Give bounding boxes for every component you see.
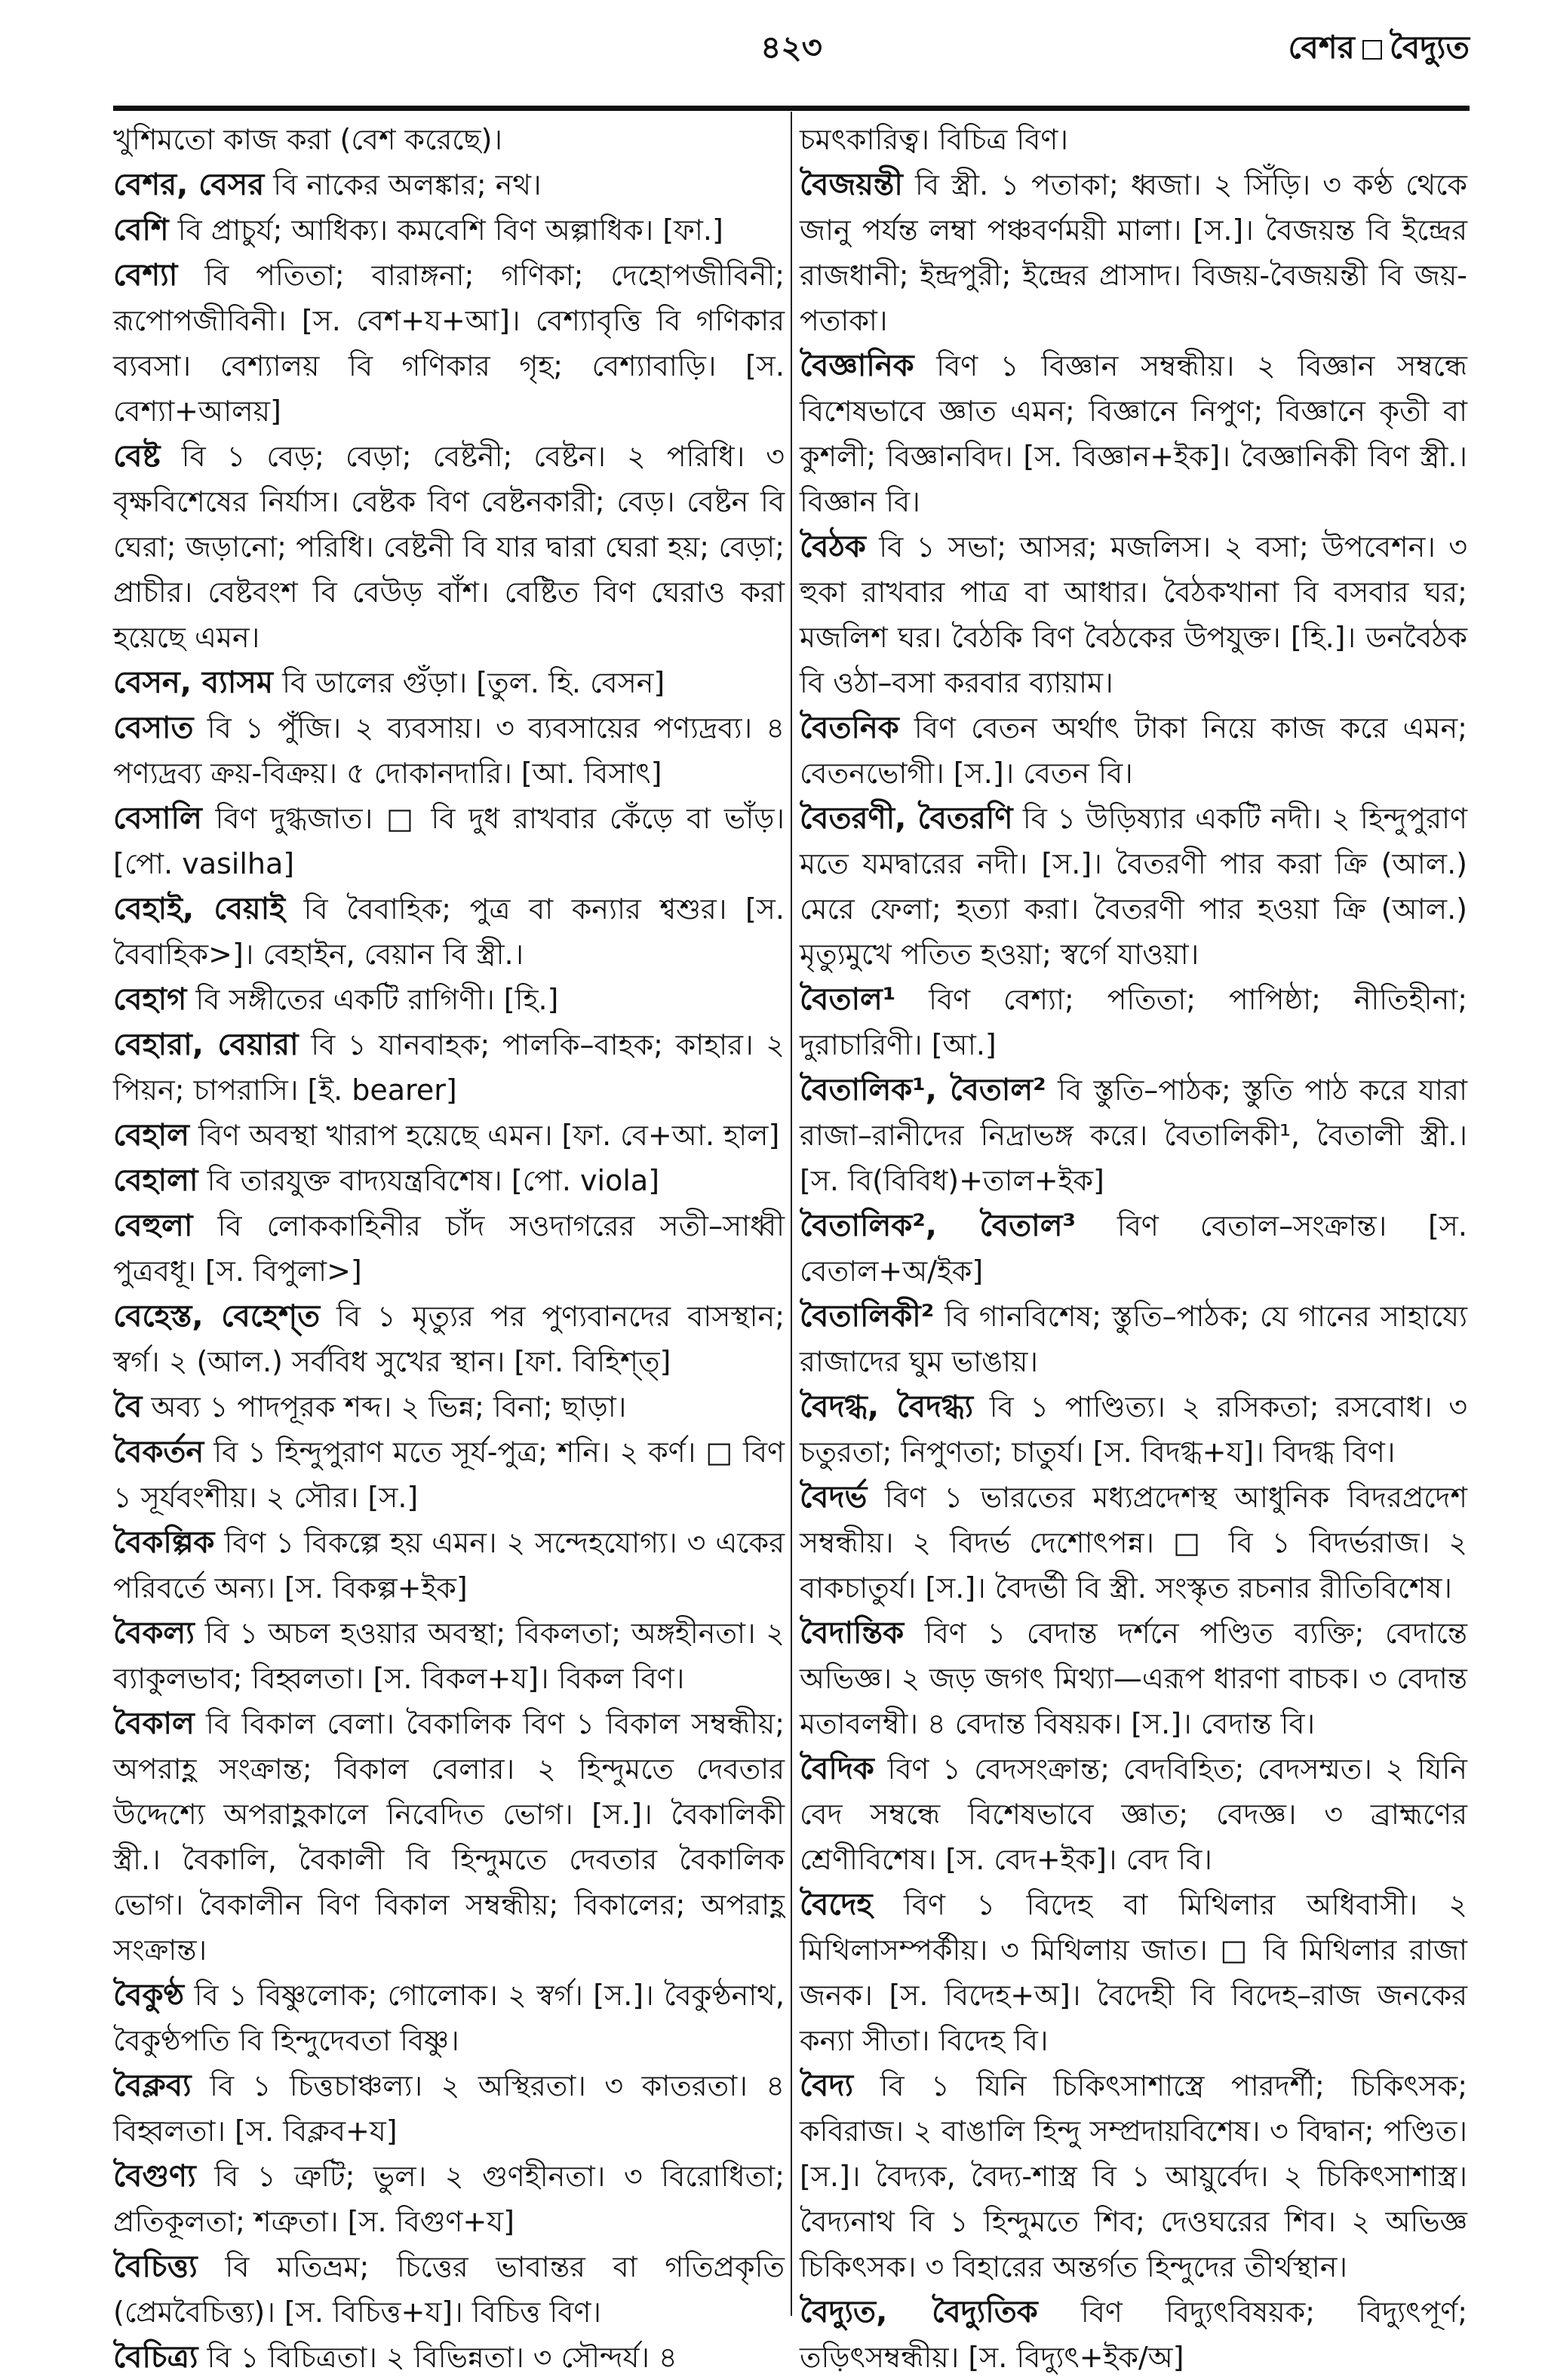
dictionary-entry bbox=[113, 1520, 785, 1611]
entry-headword: বেসাত bbox=[113, 711, 194, 745]
dictionary-entry bbox=[800, 1294, 1467, 1384]
entry-headword: বেশ্যা bbox=[113, 258, 178, 293]
running-head bbox=[1289, 23, 1470, 76]
dictionary-entry bbox=[113, 1430, 785, 1520]
entry-headword: বৈজয়ন্তী bbox=[800, 167, 903, 202]
dictionary-entry bbox=[113, 1384, 785, 1430]
dictionary-entry bbox=[800, 1611, 1467, 1746]
entry-definition: বিণ ১ বিকল্পে হয় এমন। ২ সন্দেহযোগ্য। ৩ একের পরিবর্তে অন্য। [স. বিকল্প+ইক] bbox=[113, 1526, 785, 1605]
entry-headword: বৈচিত্র্য bbox=[113, 2340, 198, 2375]
entry-headword: বেহালা bbox=[113, 1163, 198, 1198]
entry-headword: বেসন, ব্যাসম bbox=[113, 665, 274, 700]
entry-definition: বিণ ১ বিদেহ বা মিথিলার অধিবাসী। ২ মিথিলাসম্পর্কীয়। ৩ মিথিলায় জাত। □ বি মিথিলার রাজা জনক। [স. বিদেহ+অ]। বৈদেহী বি বিদেহ–রাজ জনকের কন্যা সীতা। বিদেহ বি। bbox=[800, 1888, 1467, 2057]
right-column bbox=[800, 117, 1467, 2374]
entry-headword: বৈকাল bbox=[113, 1706, 195, 1741]
entry-definition: বি পতিতা; বারাঙ্গনা; গণিকা; দেহোপজীবিনী; রূপোপজীবিনী। [স. বেশ+য+আ]। বেশ্যাবৃত্তি বি গণিকার ব্যবসা। বেশ্যালয় বি গণিকার গৃহ; বেশ্যাবাড়ি। [স. বেশ্যা+আলয়] bbox=[113, 259, 785, 428]
column-divider bbox=[791, 112, 792, 2316]
entry-headword: বৈতাল¹ bbox=[800, 982, 896, 1017]
entry-definition: বিণ অবস্থা খারাপ হয়েছে এমন। [ফা. বে+আ. হাল] bbox=[189, 1119, 780, 1152]
entry-headword: বৈকল্য bbox=[113, 1616, 195, 1651]
dictionary-entry bbox=[113, 434, 785, 660]
dictionary-entry bbox=[800, 524, 1467, 705]
dictionary-entry bbox=[113, 1701, 785, 1973]
entry-definition: বি ১ অচল হওয়ার অবস্থা; বিকলতা; অঙ্গহীনতা। ২ ব্যাকুলভাব; বিহ্বলতা। [স. বিকল+য]। বিকল বিণ। bbox=[113, 1617, 785, 1695]
entry-definition: বিণ ১ বেদসংক্রান্ত; বেদবিহিত; বেদসম্মত। ২ যিনি বেদ সম্বন্ধে বিশেষভাবে জ্ঞাত; বেদজ্ঞ। ৩ ব্রাহ্মণের শ্রেণীবিশেষ। [স. বেদ+ইক]। বেদ বি। bbox=[800, 1752, 1467, 1876]
dictionary-entry bbox=[800, 1203, 1467, 1294]
entry-definition: বিণ বেশ্যা; পতিতা; পাপিষ্ঠা; নীতিহীনা; দুরাচারিণী। [আ.] bbox=[800, 983, 1467, 1061]
dictionary-entry bbox=[113, 162, 785, 207]
entry-definition: অব্য ১ পাদপূরক শব্দ। ২ ভিন্ন; বিনা; ছাড়া। bbox=[142, 1390, 627, 1423]
dictionary-entry bbox=[113, 1973, 785, 2063]
entry-headword: বৈদ্যুত, বৈদ্যুতিক bbox=[800, 2295, 1038, 2329]
entry-definition: বি ১ পাণ্ডিত্য। ২ রসিকতা; রসবোধ। ৩ চতুরতা; নিপুণতা; চাতুর্য। [স. বিদগ্ধ+য]। বিদগ্ধ বিণ। bbox=[800, 1390, 1467, 1469]
entry-definition: বি প্রাচুর্য; আধিক্য। কমবেশি বিণ অল্পাধিক। [ফা.] bbox=[168, 213, 723, 247]
entry-definition: বি ১ মৃত্যুর পর পুণ্যবানদের বাসস্থান; স্বর্গ। ২ (আল.) সর্ববিধ সুখের স্থান। [ফা. বিহিশ্‌ত্] bbox=[113, 1300, 785, 1378]
entry-definition: বি ১ ত্রুটি; ভুল। ২ গুণহীনতা। ৩ বিরোধিতা; প্রতিকূলতা; শত্রুতা। [স. বিগুণ+য] bbox=[113, 2160, 785, 2238]
entry-headword: বৈক্লব্য bbox=[113, 2068, 192, 2103]
entry-definition: বি স্তুতি–পাঠক; স্তুতি পাঠ করে যারা রাজা–রানীদের নিদ্রাভঙ্গ করে। বৈতালিকী¹, বৈতালী স্ত্রী.। [স. বি(বিবিধ)+তাল+ইক] bbox=[800, 1073, 1467, 1197]
dictionary-entry bbox=[800, 117, 1467, 162]
entry-definition: চমৎকারিত্ব। বিচিত্র বিণ। bbox=[800, 123, 1068, 156]
entry-headword: বৈতনিক bbox=[800, 711, 899, 745]
entry-definition: বিণ ১ বেদান্ত দর্শনে পণ্ডিত ব্যক্তি; বেদান্তে অভিজ্ঞ। ২ জড় জগৎ মিথ্যা—এরূপ ধারণা বাচক। ৩ বেদান্ত মতাবলম্বী। ৪ বেদান্ত বিষয়ক। [স.]। বেদান্ত বি। bbox=[800, 1617, 1467, 1740]
entry-definition: বি ১ চিত্তচাঞ্চল্য। ২ অস্থিরতা। ৩ কাতরতা। ৪ বিহ্বলতা। [স. বিক্লব+য] bbox=[113, 2069, 785, 2148]
entry-headword: বৈদগ্ধ, বৈদগ্ধ্য bbox=[800, 1390, 974, 1424]
entry-headword: বৈগুণ্য bbox=[113, 2159, 196, 2194]
entry-headword: বৈতরণী, বৈতরণি bbox=[800, 801, 1013, 836]
page-number: ৪২৩ bbox=[760, 29, 822, 66]
dictionary-entry bbox=[113, 1611, 785, 1701]
dictionary-entry bbox=[113, 705, 785, 796]
entry-definition: বি তারযুক্ত বাদ্যযন্ত্রবিশেষ। [পো. viola] bbox=[198, 1164, 660, 1197]
running-head-first-word: বেশর bbox=[1288, 29, 1355, 66]
entry-definition: বি ডালের গুঁড়া। [তুল. হি. বেসন] bbox=[273, 666, 665, 699]
dictionary-entry bbox=[113, 886, 785, 977]
entry-headword: বৈদান্তিক bbox=[800, 1616, 905, 1651]
entry-headword: বৈতালিক¹, বৈতাল² bbox=[800, 1073, 1046, 1107]
dictionary-entry bbox=[113, 2063, 785, 2154]
dictionary-entry bbox=[113, 207, 785, 253]
entry-headword: বেহাগ bbox=[113, 982, 187, 1017]
entry-headword: বৈজ্ঞানিক bbox=[800, 349, 914, 383]
entry-headword: বেহেস্ত, বেহেশ্‌ত bbox=[113, 1299, 321, 1334]
entry-headword: বৈঠক bbox=[800, 530, 866, 564]
entry-headword: বেহুলা bbox=[113, 1208, 193, 1243]
entry-definition: বি ১ পুঁজি। ২ ব্যবসায়। ৩ ব্যবসায়ের পণ্যদ্রব্য। ৪ পণ্যদ্রব্য ক্রয়-বিক্রয়। ৫ দোকানদারি। [আ. বিসাৎ] bbox=[113, 711, 785, 790]
entry-headword: বেসালি bbox=[113, 801, 202, 836]
dictionary-entry bbox=[113, 117, 785, 162]
dictionary-entry bbox=[113, 1294, 785, 1384]
entry-headword: বৈ bbox=[113, 1390, 143, 1424]
entry-headword: বৈকর্তন bbox=[113, 1435, 204, 1469]
entry-definition: বি নাকের অলঙ্কার; নথ। bbox=[264, 168, 542, 201]
entry-definition: বি মতিভ্রম; চিত্তের ভাবান্তর বা গতিপ্রকৃতি (প্রেমবৈচিত্ত্য)। [স. বিচিত্ত+য]। বিচিত্ত বিণ। bbox=[113, 2250, 785, 2329]
entry-headword: বৈতালিকী² bbox=[800, 1299, 935, 1334]
dictionary-entry bbox=[113, 2244, 785, 2335]
entry-definition: বি গানবিশেষ; স্তুতি–পাঠক; যে গানের সাহায্যে রাজাদের ঘুম ভাঙায়। bbox=[800, 1300, 1467, 1378]
dictionary-entry bbox=[113, 1022, 785, 1113]
dictionary-entry bbox=[113, 1203, 785, 1294]
dictionary-entry bbox=[113, 253, 785, 434]
entry-headword: বেহাই, বেয়াই bbox=[113, 892, 285, 926]
dictionary-entry bbox=[113, 2154, 785, 2244]
entry-definition: বি ১ যিনি চিকিৎসাশাস্ত্রে পারদর্শী; চিকিৎসক; কবিরাজ। ২ বাঙালি হিন্দু সম্প্রদায়বিশেষ। ৩ বিদ্বান; পণ্ডিত। [স.]। বৈদ্যক, বৈদ্য-শাস্ত্র বি ১ আয়ুর্বেদ। ২ চিকিৎসাশাস্ত্র। বৈদ্যনাথ বি ১ হিন্দুমতে শিব; দেওঘরের শিব। ২ অভিজ্ঞ চিকিৎসক। ৩ বিহারের অন্তর্গত হিন্দুদের তীর্থস্থান। bbox=[800, 2069, 1467, 2283]
separator-box-icon bbox=[1362, 40, 1382, 60]
left-column bbox=[113, 117, 785, 2375]
entry-definition: খুশিমতো কাজ করা (বেশ করেছে)। bbox=[113, 123, 502, 156]
entry-headword: বেহারা, বেয়ারা bbox=[113, 1027, 299, 1062]
entry-definition: বিণ ১ ভারতের মধ্যপ্রদেশস্থ আধুনিক বিদরপ্রদেশ সম্বন্ধীয়। ২ বিদর্ভ দেশোৎপন্ন। □ বি ১ বিদর্ভরাজ। ২ বাকচাতুর্য। [স.]। বৈদর্ভী বি স্ত্রী. সংস্কৃত রচনার রীতিবিশেষ। bbox=[800, 1481, 1467, 1605]
entry-definition: বি ১ বিষ্ণুলোক; গোলোক। ২ স্বর্গ। [স.]। বৈকুণ্ঠনাথ, বৈকুণ্ঠপতি বি হিন্দুদেবতা বিষ্ণু। bbox=[113, 1979, 785, 2057]
running-head-last-word: বৈদ্যুত bbox=[1389, 29, 1470, 66]
dictionary-entry bbox=[800, 2063, 1467, 2289]
dictionary-entry bbox=[800, 1067, 1467, 1203]
dictionary-entry bbox=[800, 705, 1467, 796]
entry-definition: বি ১ সভা; আসর; মজলিস। ২ বসা; উপবেশন। ৩ হুকা রাখবার পাত্র বা আধার। বৈঠকখানা বি বসবার ঘর; মজলিশ ঘর। বৈঠকি বিণ বৈঠকের উপযুক্ত। [হি.]। ডনবৈঠক বি ওঠা–বসা করবার ব্যায়াম। bbox=[800, 530, 1467, 699]
header-rule bbox=[113, 106, 1470, 111]
entry-headword: বৈকল্পিক bbox=[113, 1525, 215, 1560]
entry-definition: বি ১ হিন্দুপুরাণ মতে সূর্য-পুত্র; শনি। ২ কর্ণ। □ বিণ ১ সূর্যবংশীয়। ২ সৌর। [স.] bbox=[113, 1436, 785, 1514]
dictionary-entry bbox=[800, 977, 1467, 1067]
dictionary-entry bbox=[800, 1882, 1467, 2063]
dictionary-entry bbox=[800, 796, 1467, 977]
entry-definition: বিণ বিদ্যুৎবিষয়ক; বিদ্যুৎপূর্ণ; তড়িৎসম্বন্ধীয়। [স. বিদ্যুৎ+ইক/অ] bbox=[800, 2296, 1467, 2374]
entry-definition: বিণ দুগ্ধজাত। □ বি দুধ রাখবার কেঁড়ে বা ভাঁড়। [পো. vasilha] bbox=[113, 802, 785, 880]
dictionary-entry bbox=[113, 2335, 785, 2380]
dictionary-entry bbox=[800, 1475, 1467, 1611]
dictionary-entry bbox=[800, 343, 1467, 524]
entry-definition: বিণ বেতাল–সংক্রান্ত। [স. বেতাল+অ/ইক] bbox=[800, 1209, 1467, 1288]
entry-headword: বেহাল bbox=[113, 1118, 189, 1153]
page-header bbox=[113, 23, 1470, 66]
entry-headword: বেশর, বেসর bbox=[113, 167, 265, 202]
entry-definition: বি সঙ্গীতের একটি রাগিণী। [হি.] bbox=[186, 983, 559, 1016]
entry-headword: বৈকুণ্ঠ bbox=[113, 1978, 185, 2013]
dictionary-entry bbox=[113, 1158, 785, 1203]
dictionary-entry bbox=[113, 796, 785, 886]
entry-definition: বি ১ উড়িষ্যার একটি নদী। ২ হিন্দুপুরাণ মতে যমদ্বারের নদী। [স.]। বৈতরণী পার করা ক্রি (আল.) মেরে ফেলা; হত্যা করা। বৈতরণী পার হওয়া ক্রি (আল.) মৃত্যুমুখে পতিত হওয়া; স্বর্গে যাওয়া। bbox=[800, 802, 1467, 971]
entry-headword: বৈচিত্ত্য bbox=[113, 2249, 198, 2284]
entry-definition: বি বৈবাহিক; পুত্র বা কন্যার শ্বশুর। [স. বৈবাহিক>]। বেহাইন, বেয়ান বি স্ত্রী.। bbox=[113, 892, 785, 971]
entry-headword: বৈদ্য bbox=[800, 2068, 854, 2103]
entry-headword: বৈদেহ bbox=[800, 1887, 873, 1922]
entry-definition: বি লোককাহিনীর চাঁদ সওদাগরের সতী–সাধ্বী পুত্রবধূ। [স. বিপুলা>] bbox=[113, 1209, 785, 1288]
entry-headword: বৈতালিক², বৈতাল³ bbox=[800, 1208, 1077, 1243]
entry-definition: বিণ বেতন অর্থাৎ টাকা নিয়ে কাজ করে এমন; বেতনভোগী। [স.]। বেতন বি। bbox=[800, 711, 1467, 790]
entry-headword: বৈদর্ভ bbox=[800, 1480, 868, 1515]
dictionary-entry bbox=[113, 1113, 785, 1158]
entry-headword: বেষ্ট bbox=[113, 439, 161, 474]
dictionary-entry bbox=[800, 2289, 1467, 2380]
entry-definition: বি বিকাল বেলা। বৈকালিক বিণ ১ বিকাল সম্বন্ধীয়; অপরাহ্ণ সংক্রান্ত; বিকাল বেলার। ২ হিন্দুমতে দেবতার উদ্দেশ্যে অপরাহ্ণকালে নিবেদিত ভোগ। [স.]। বৈকালিকী স্ত্রী.। বৈকালি, বৈকালী বি হিন্দুমতে দেবতার বৈকালিক ভোগ। বৈকালীন বিণ বিকাল সম্বন্ধীয়; বিকালের; অপরাহ্ণ সংক্রান্ত। bbox=[113, 1707, 785, 1967]
dictionary-entry bbox=[800, 162, 1467, 343]
entry-headword: বৈদিক bbox=[800, 1752, 874, 1786]
dictionary-entry bbox=[113, 977, 785, 1022]
dictionary-entry bbox=[800, 1384, 1467, 1475]
entry-definition: বি ১ বেড়; বেড়া; বেষ্টনী; বেষ্টন। ২ পরিধি। ৩ বৃক্ষবিশেষের নির্যাস। বেষ্টক বিণ বেষ্টনকারী; বেড়। বেষ্টন বি ঘেরা; জড়ানো; পরিধি। বেষ্টনী বি যার দ্বারা ঘেরা হয়; বেড়া; প্রাচীর। বেষ্টবংশ বি বেউড় বাঁশ। বেষ্টিত বিণ ঘেরাও করা হয়েছে এমন। bbox=[113, 440, 785, 654]
entry-definition: বি ১ বিচিত্রতা। ২ বিভিন্নতা। ৩ সৌন্দর্য। ৪ bbox=[198, 2341, 677, 2374]
entry-definition: বি ১ যানবাহক; পালকি–বাহক; কাহার। ২ পিয়ন; চাপরাসি। [ই. bearer] bbox=[113, 1028, 785, 1107]
entry-definition: বিণ ১ বিজ্ঞান সম্বন্ধীয়। ২ বিজ্ঞান সম্বন্ধে বিশেষভাবে জ্ঞাত এমন; বিজ্ঞানে নিপুণ; বিজ্ঞানে কৃতী বা কুশলী; বিজ্ঞানবিদ। [স. বিজ্ঞান+ইক]। বৈজ্ঞানিকী বিণ স্ত্রী.। বিজ্ঞান বি। bbox=[800, 349, 1467, 518]
dictionary-entry bbox=[800, 1746, 1467, 1882]
entry-definition: বি স্ত্রী. ১ পতাকা; ধ্বজা। ২ সিঁড়ি। ৩ কণ্ঠ থেকে জানু পর্যন্ত লম্বা পঞ্চবর্ণময়ী মালা। [স.]। বৈজয়ন্ত বি ইন্দ্রের রাজধানী; ইন্দ্রপুরী; ইন্দ্রের প্রাসাদ। বিজয়-বৈজয়ন্তী বি জয়-পতাকা। bbox=[800, 168, 1467, 337]
dictionary-entry bbox=[113, 660, 785, 705]
entry-headword: বেশি bbox=[113, 213, 169, 247]
